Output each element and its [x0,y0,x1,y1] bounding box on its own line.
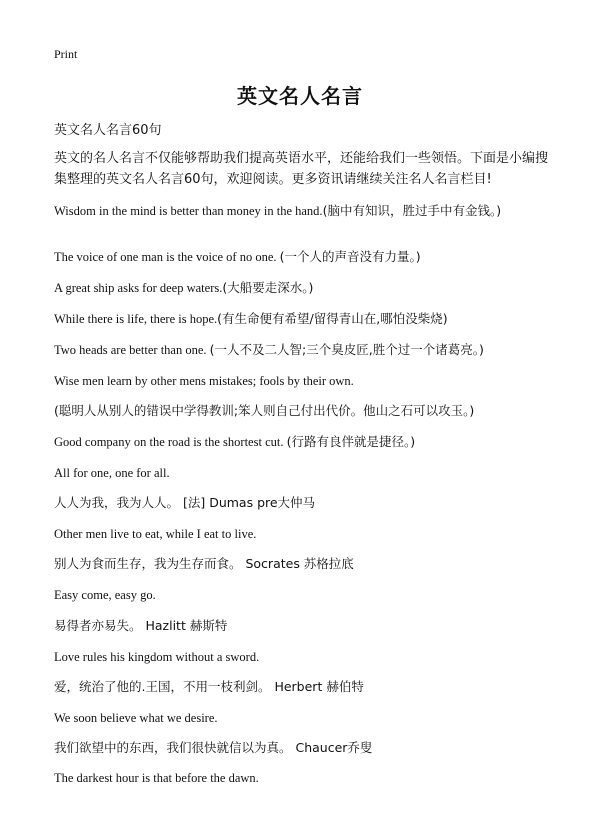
quote-cn: (一人不及二人智;三个臭皮匠,胜个过一个诸葛亮。) [209,342,484,357]
quote-cn: 我们欲望中的东西，我们很快就信以为真。 Chaucer乔叟 [54,740,373,755]
quote-line [54,525,554,543]
quote-en: Easy come, easy go. [54,588,156,602]
quote-cn: (行路有良伴就是捷径。) [286,434,416,449]
quote-en: We soon believe what we desire. [54,711,218,725]
quote-en: The voice of one man is the voice of no one. [54,250,280,264]
quote-en: Love rules his kingdom without a sword. [54,650,260,664]
quote-cn: (有生命便有希望/留得青山在,哪怕没柴烧) [217,311,448,326]
quote-en: Wise men learn by other mens mistakes; fools by their own. [54,374,354,388]
quote-line [54,402,554,420]
quote-cn: (大船要走深水。) [222,280,314,295]
document-subtitle: 英文名人名言60句 [54,123,162,138]
quote-cn: (脑中有知识，胜过手中有金钱。) [322,203,502,218]
quote-line [54,201,554,221]
quote-line [54,648,554,666]
quote-cn: (一个人的声音没有力量。) [279,249,421,264]
quote-en: A great ship asks for deep waters. [54,281,223,295]
quote-cn: 爱，统治了他的.王国，不用一枝利剑。 Herbert 赫伯特 [54,679,364,694]
print-link[interactable]: Print [54,47,78,61]
quote-line [54,341,554,359]
quote-cn: 易得者亦易失。 Hazlitt 赫斯特 [54,618,228,633]
quote-line [54,739,554,757]
quote-line [54,248,554,266]
quote-en: Wisdom in the mind is better than money in the hand. [54,204,323,218]
quote-line [54,310,554,328]
quote-en: Other men live to eat, while I eat to live. [54,527,257,541]
quote-en: Two heads are better than one. [54,343,210,357]
quote-line [54,709,554,727]
quote-line [54,464,554,482]
quote-line [54,586,554,604]
quote-line [54,555,554,573]
quote-cn: (聪明人从别人的错误中学得教训;笨人则自己付出代价。他山之石可以攻玉。) [54,403,475,418]
quote-en: Good company on the road is the shortest cut. [54,435,287,449]
document-title: 英文名人名言 [237,84,363,108]
quote-cn: 人人为我，我为人人。 [法] Dumas pre大仲马 [54,495,316,510]
quote-line [54,769,554,787]
quote-line [54,279,554,297]
quote-line [54,678,554,696]
quote-en: While there is life, there is hope. [54,312,218,326]
quote-line [54,617,554,635]
quote-en: All for one, one for all. [54,466,170,480]
quote-line [54,372,554,390]
quote-cn: 别人为食而生存，我为生存而食。 Socrates 苏格拉底 [54,556,354,571]
intro-paragraph: 英文的名人名言不仅能够帮助我们提高英语水平，还能给我们一些领悟。下面是小编搜集整理的英文名人名言60句，欢迎阅读。更多资讯请继续关注名人名言栏目! [54,151,549,187]
quote-line [54,433,554,451]
quote-en: The darkest hour is that before the dawn. [54,771,259,785]
quote-line [54,494,554,512]
